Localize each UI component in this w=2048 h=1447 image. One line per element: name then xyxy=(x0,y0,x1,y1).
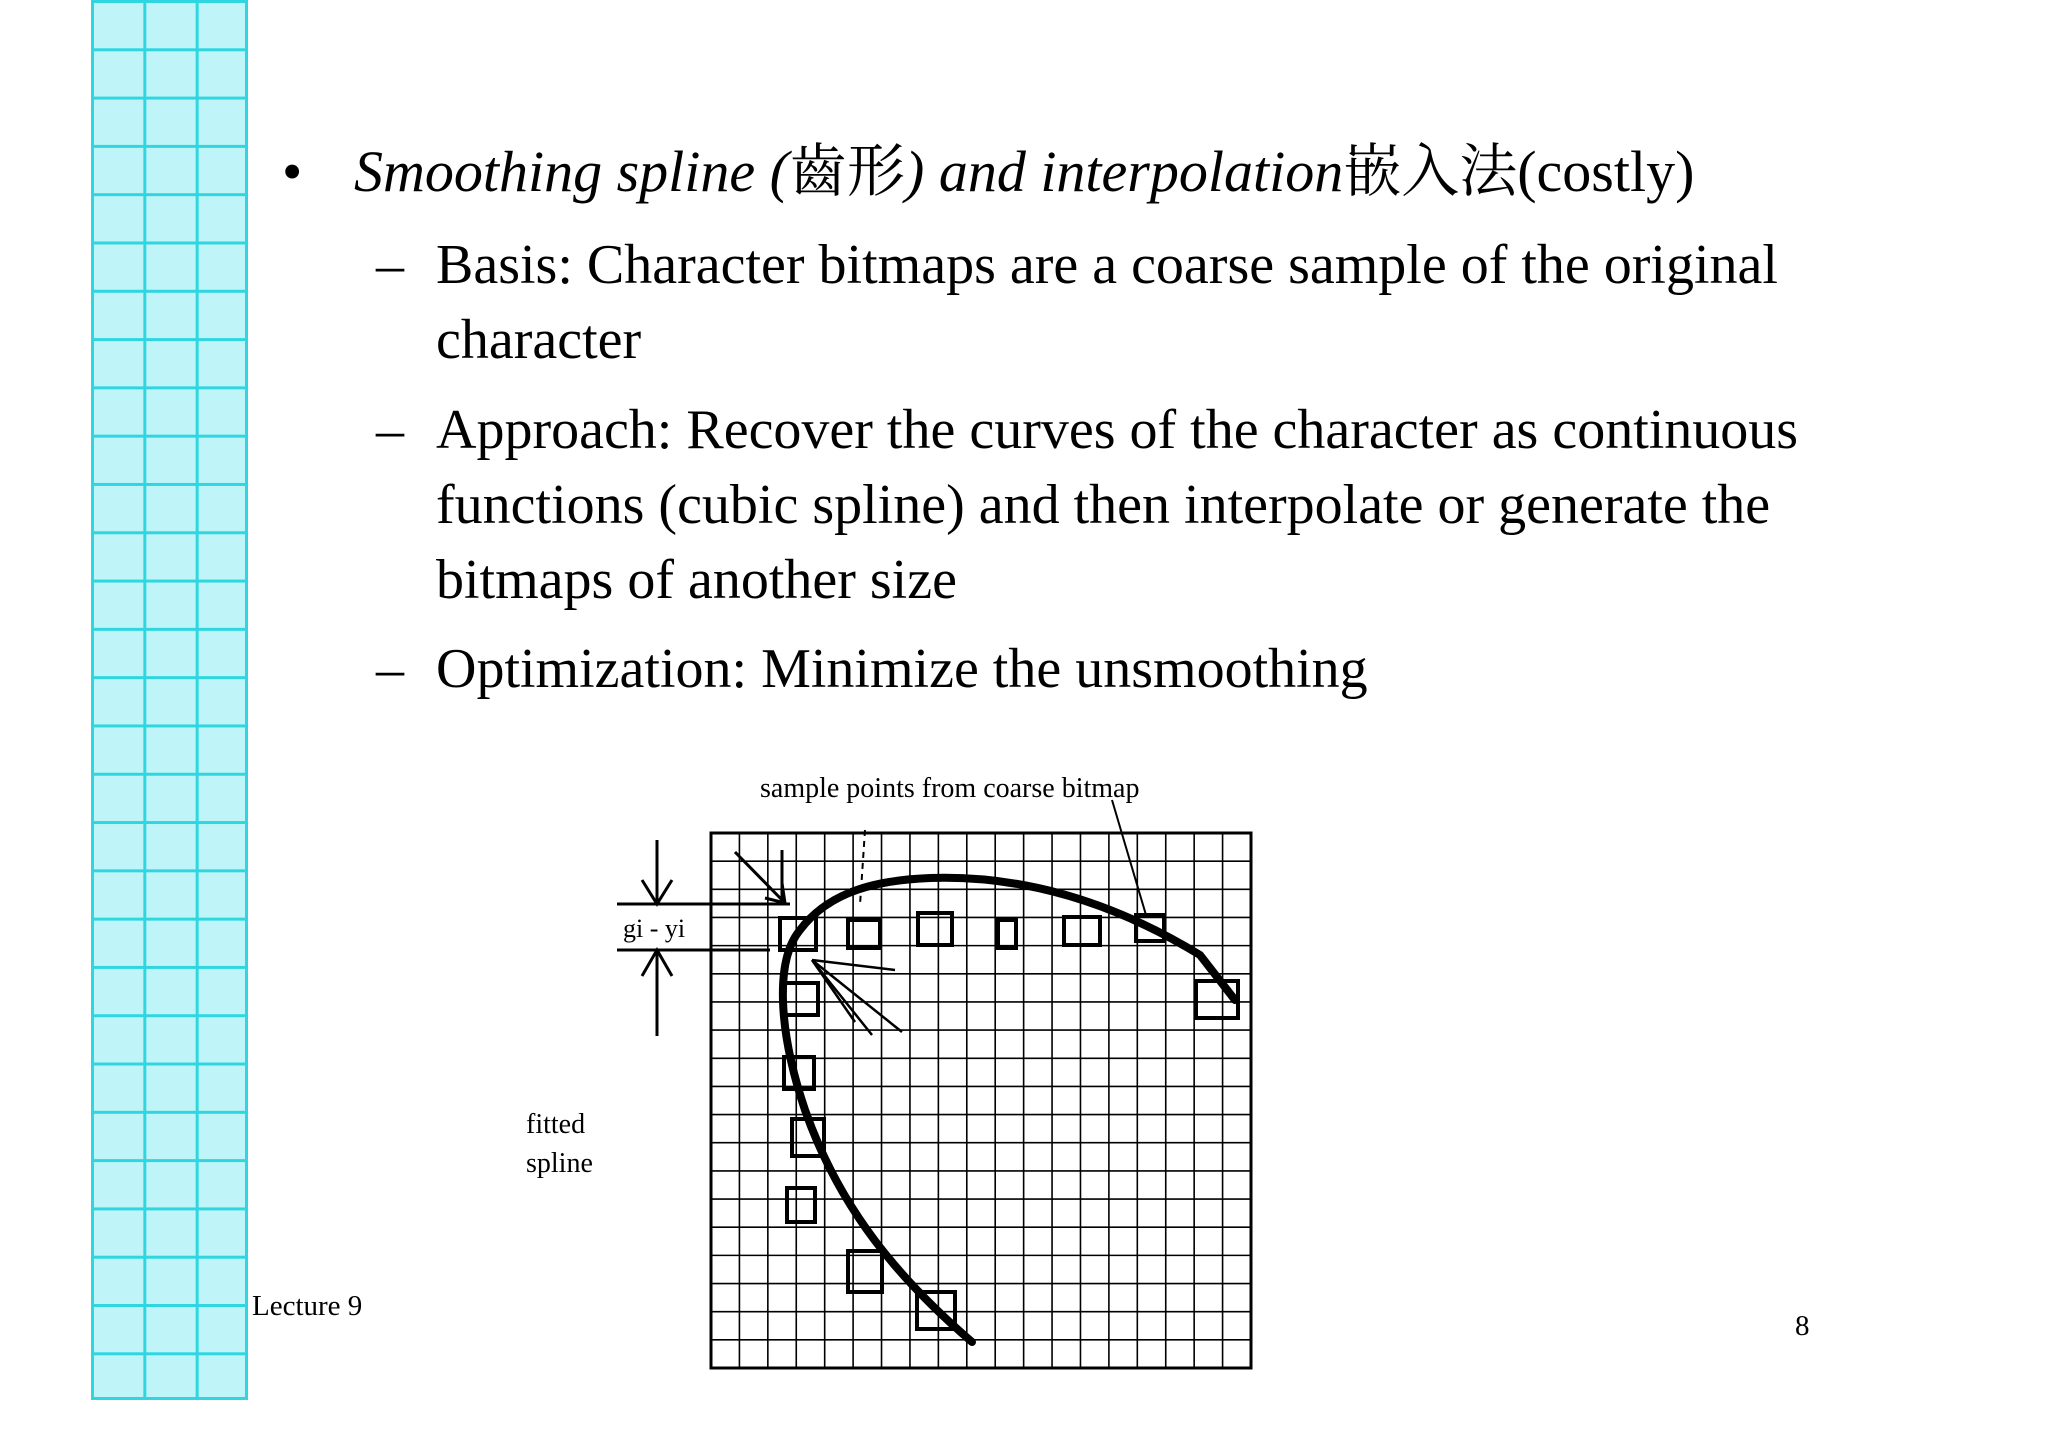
normal-line xyxy=(812,960,855,1022)
bullet-cjk-2: 嵌入法 xyxy=(1343,139,1518,204)
sample-point-square xyxy=(848,920,880,948)
leader-lines xyxy=(860,800,1146,915)
error-pointer-diagonal xyxy=(735,852,785,903)
footer-lecture: Lecture 9 xyxy=(252,1290,363,1322)
bullet-italic-2: ) and interpolation xyxy=(905,139,1344,204)
error-pointer-arrowhead xyxy=(765,883,785,903)
error-bottom-arrowhead xyxy=(642,950,672,976)
main-bullet-text xyxy=(354,136,1694,208)
subpoint-dash: – xyxy=(376,399,404,461)
sample-point-square xyxy=(780,918,816,950)
bullet-dot: • xyxy=(282,139,303,204)
decorative-cyan-grid xyxy=(91,0,248,1400)
label-error: gi - yi xyxy=(623,914,686,943)
leader-line-dotted xyxy=(860,830,865,905)
sample-point-square xyxy=(1064,917,1100,945)
leader-line-sample-points xyxy=(1112,800,1146,915)
sample-point-square xyxy=(1136,915,1164,941)
error-top-arrowhead xyxy=(642,880,672,904)
label-sample-points: sample points from coarse bitmap xyxy=(760,773,1140,804)
sample-point-square xyxy=(917,1292,955,1329)
normal-line xyxy=(812,960,902,1032)
label-spline: spline xyxy=(526,1148,593,1179)
error-markers xyxy=(617,840,790,1036)
subpoint-dash: – xyxy=(376,638,404,700)
bullet-cjk-1: 齒形 xyxy=(788,139,905,204)
sample-point-square xyxy=(784,983,818,1015)
footer-page-number: 8 xyxy=(1795,1310,1810,1342)
normal-line xyxy=(812,960,872,1035)
normal-line xyxy=(812,960,895,970)
sample-point-square xyxy=(792,1119,824,1156)
bullet-rest: (costly) xyxy=(1517,139,1695,204)
bitmap-grid-border xyxy=(711,833,1251,1368)
sample-point-square xyxy=(918,913,952,945)
label-fitted: fitted xyxy=(526,1109,586,1140)
sample-point-square xyxy=(784,1057,814,1089)
sample-point-square xyxy=(848,1251,882,1292)
subpoint-text: Optimization: Minimize the unsmoothing xyxy=(436,638,1368,700)
sample-point-squares xyxy=(780,913,1238,1329)
subpoint-dash: – xyxy=(376,234,404,296)
subpoint-text: Basis: Character bitmaps are a coarse sample of the original character xyxy=(436,234,1778,371)
normal-lines xyxy=(812,960,902,1035)
sample-point-square xyxy=(998,920,1016,948)
bullet-italic-1: Smoothing spline ( xyxy=(354,139,789,204)
subpoint-text: Approach: Recover the curves of the character as continuous functions (cubic spline) and then interpolate or generate the bitmaps of another size xyxy=(436,399,1799,611)
sample-point-square xyxy=(787,1188,815,1222)
fitted-spline-curve xyxy=(783,878,1235,1342)
bitmap-grid xyxy=(711,833,1251,1368)
sample-point-square xyxy=(1196,981,1238,1018)
